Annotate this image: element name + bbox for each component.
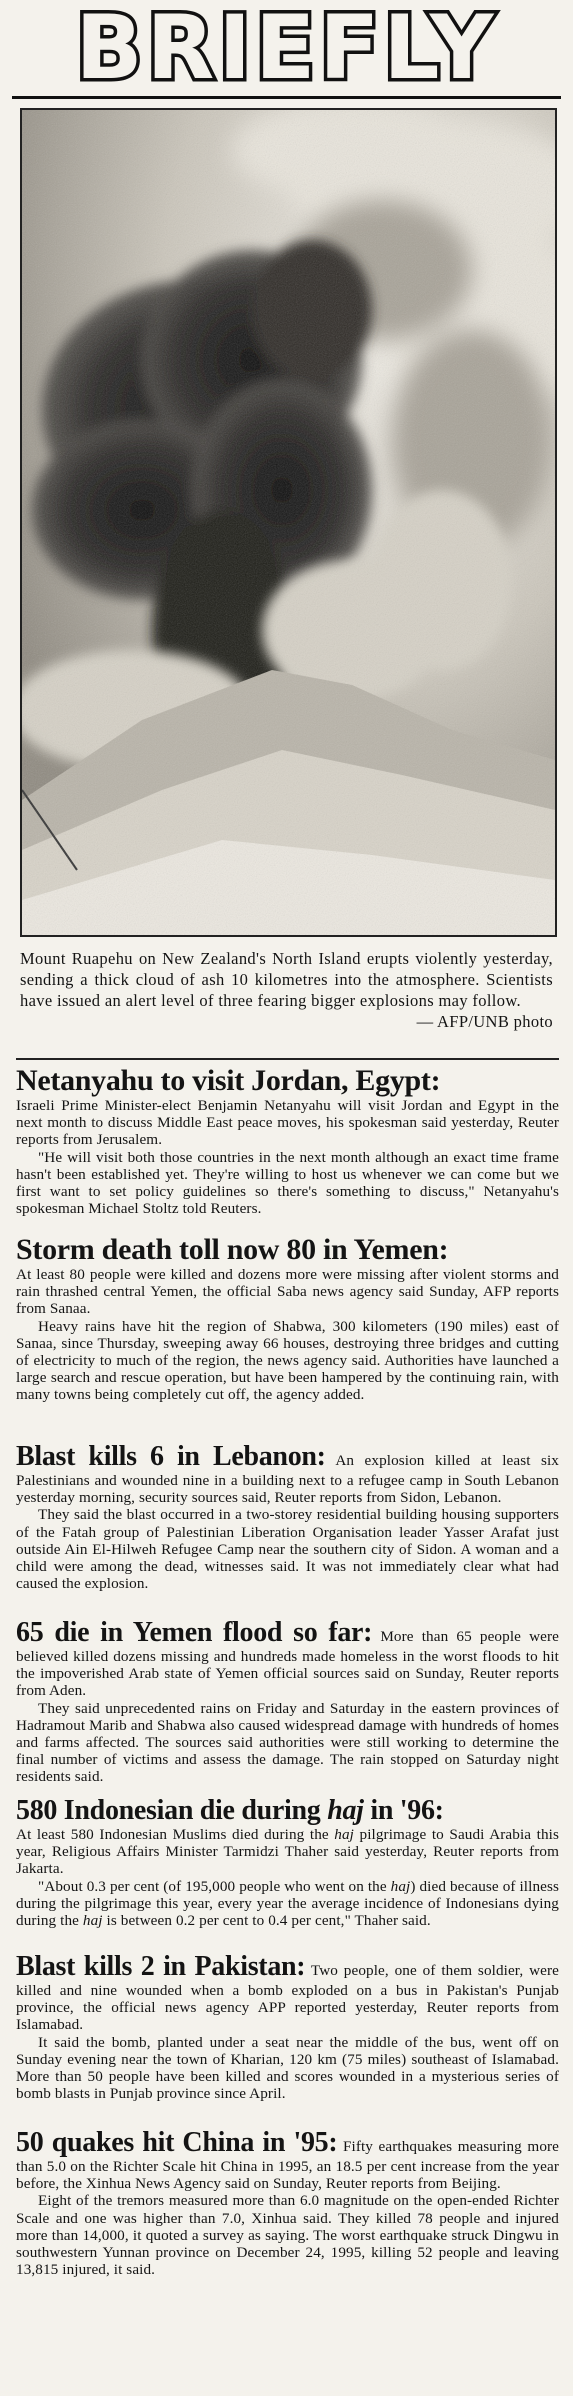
story-yemen-flood xyxy=(16,1618,559,1786)
story-paragraph: They said the blast occurred in a two-storey residential building housing supporters of the Fatah group of Palestinian Liberation Organisation leader Yasser Arafat just outside Ain El-Hilweh Refugee Camp near the southern city of Sidon. A woman and a child were among the dead, witnesses said. It was not immediately clear what had caused the explosion. xyxy=(16,1506,559,1593)
story-netanyahu xyxy=(16,1064,559,1217)
caption-text: Mount Ruapehu on New Zealand's North Island erupts violently yesterday, sending a thick cloud of ash 10 kilometres into the atmosphere. Scientists have issued an alert level of three fearing bigger explosions may follow. xyxy=(20,949,553,1010)
story-china-quakes xyxy=(16,2128,559,2278)
eruption-photo xyxy=(20,108,557,937)
story-paragraph: They said unprecedented rains on Friday and Saturday in the eastern provinces of Hadramout Marib and Shabwa also caused widespread damage with hundreds of homes and farms affected. The sources said authorities were still working to determine the final number of victims and assess the damage. The rain stopped on Saturday night residents said. xyxy=(16,1699,559,1786)
story-lead: Two people, one of them soldier, were killed and nine wounded when a bomb exploded on a bus in Pakistan's Punjab province, the official news agency APP reported yesterday, Reuter reports from Islamabad. xyxy=(16,1962,559,2034)
photo-credit: — AFP/UNB photo xyxy=(416,1012,553,1031)
ash-cloud-image xyxy=(22,110,555,935)
story-paragraph: Eight of the tremors measured more than 6.0 magnitude on the open-ended Richter Scale and one was higher than 7.0, Xinhua said. They killed 78 people and injured more than 14,000, it quoted a survey as saying. The worst earthquake struck Dingwu in southwestern Yunnan province on December 24, 1995, killing 52 people and leaving 13,815 injured, it said. xyxy=(16,2192,559,2279)
headline: Blast kills 6 in Lebanon: xyxy=(16,1441,326,1472)
story-paragraph: Israeli Prime Minister-elect Benjamin Netanyahu will visit Jordan and Egypt in the next month to discuss Middle East peace moves, his spokesman said yesterday, Reuter reports from Jerusalem. xyxy=(16,1097,559,1149)
story-paragraph: Heavy rains have hit the region of Shabwa, 300 kilometers (190 miles) east of Sanaa, since Thursday, sweeping away 66 houses, destroying three bridges and cutting of electricity to much of the region, the news agency said. Authorities have launched a large search and rescue operation, but have been hampered by the continuing rain, with many towns being completely cut off, the agency added. xyxy=(16,1317,559,1404)
story-indonesian-haj xyxy=(16,1795,559,1929)
story-yemen-storm xyxy=(16,1233,559,1404)
story-lead: More than 65 people were believed killed dozens missing and hundreds made homeless in the worst floods to hit the impoverished Arab state of Yemen official sources said on Sunday, Reuter reports from Aden. xyxy=(16,1628,559,1700)
headline: Netanyahu to visit Jordan, Egypt: xyxy=(16,1064,441,1097)
story-paragraph: "About 0.3 per cent (of 195,000 people who went on the haj) died because of illness during the pilgrimage this year, every year the average incidence of Indonesians dying during the haj is between 0.2 per cent to 0.4 per cent," Thaher said. xyxy=(16,1877,560,1930)
story-lebanon-blast xyxy=(16,1442,559,1592)
photo-caption xyxy=(20,948,553,1032)
masthead-title: BRIEFLY xyxy=(75,0,498,99)
story-paragraph: "He will visit both those countries in the next month although an exact time frame hasn't been established yet. They're willing to host us whenever we can come but we first want to set policy guidelines so there's something to discuss," Netanyahu's spokesman Michael Stoltz told Reuters. xyxy=(16,1148,559,1218)
headline: 50 quakes hit China in '95: xyxy=(16,2127,338,2158)
story-paragraph: At least 580 Indonesian Muslims died during the haj pilgrimage to Saudi Arabia this year, Religious Affairs Minister Tarmidzi Thaher said yesterday, Reuter reports from Jakarta. xyxy=(16,1826,559,1878)
masthead xyxy=(12,0,561,99)
story-lead: An explosion killed at least six Palestinians and wounded nine in a building next to a refugee camp in South Lebanon yesterday morning, security sources said, Reuter reports from Sidon, Lebanon. xyxy=(16,1452,560,1507)
section-rule xyxy=(16,1058,559,1060)
headline: 65 die in Yemen flood so far: xyxy=(16,1617,373,1648)
headline: Blast kills 2 in Pakistan: xyxy=(16,1951,306,1982)
story-pakistan-blast xyxy=(16,1952,559,2102)
headline: Storm death toll now 80 in Yemen: xyxy=(16,1233,449,1266)
headline: 580 Indonesian die during haj in '96: xyxy=(16,1795,444,1826)
story-lead: Fifty earthquakes measuring more than 5.0 on the Richter Scale hit China in 1995, an 18.5 per cent increase from the year before, the Xinhua News Agency said on Sunday, Reuter reports from Beijing. xyxy=(16,2138,560,2193)
story-paragraph: It said the bomb, planted under a seat near the middle of the bus, went off on Sunday evening near the town of Kharian, 120 km (75 miles) southeast of Islamabad. More than 50 people have been killed and scores wounded in a mysterious series of bomb blasts in Punjab province since April. xyxy=(16,2033,559,2103)
story-paragraph: At least 80 people were killed and dozens more were missing after violent storms and rain thrashed central Yemen, the official Saba news agency said Sunday, AFP reports from Sanaa. xyxy=(16,1266,559,1318)
